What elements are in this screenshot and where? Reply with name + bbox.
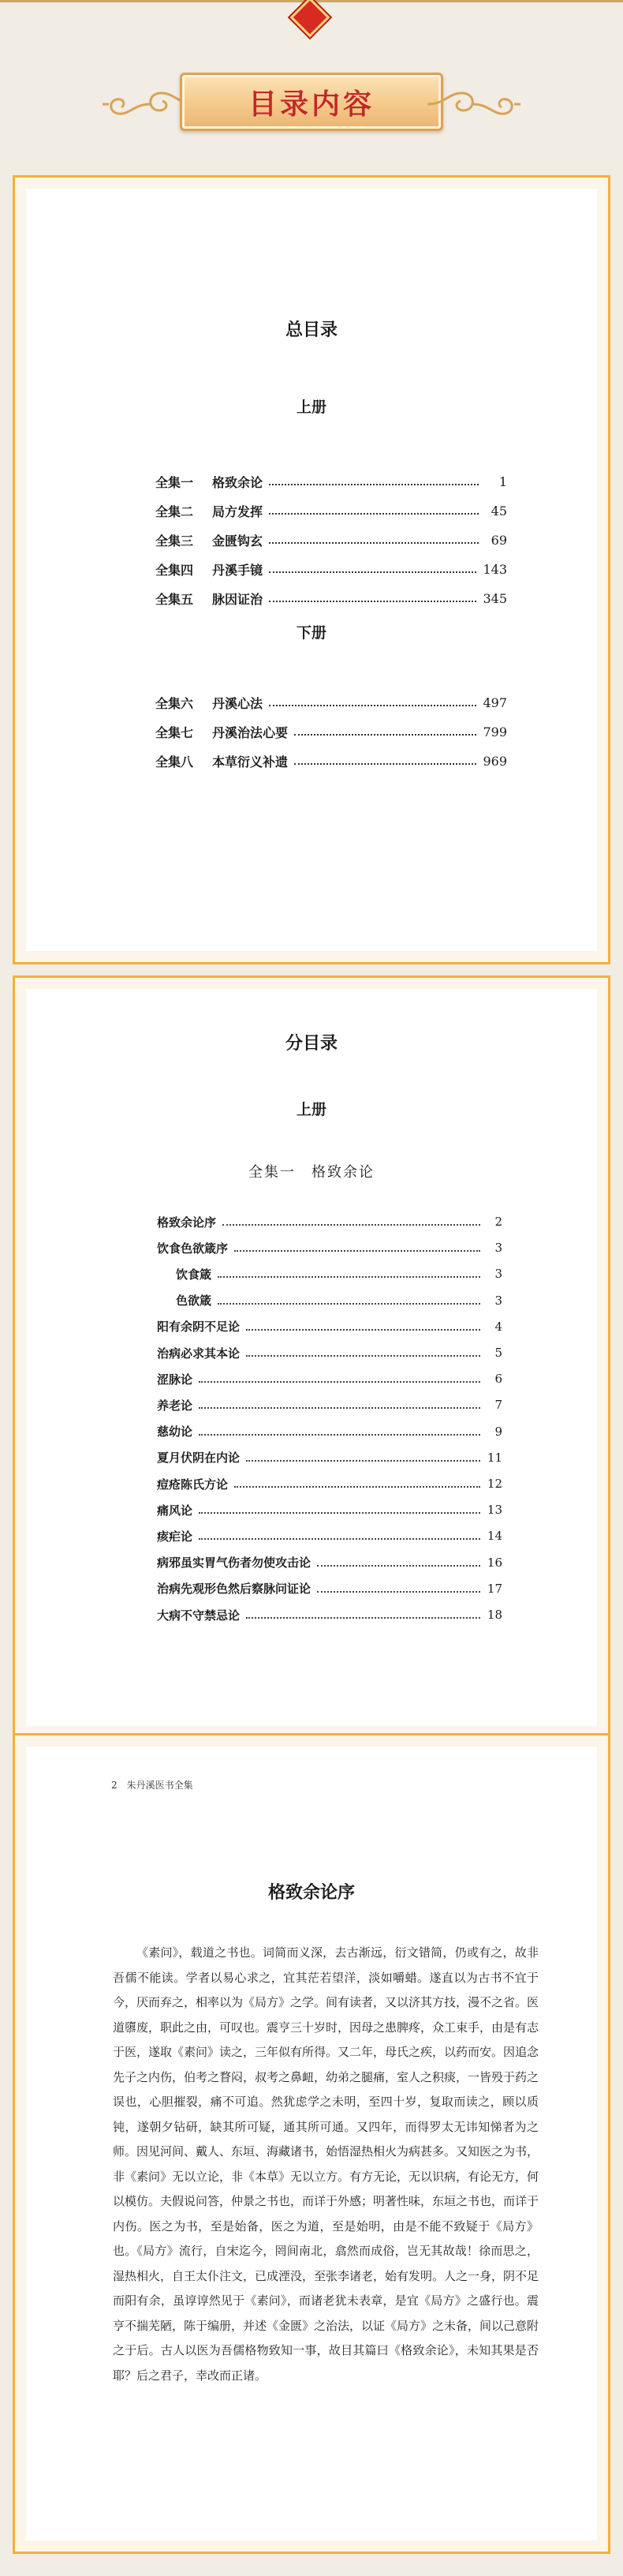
- dot-leader: [246, 1617, 480, 1619]
- toc-row-number: 全集四: [155, 562, 194, 578]
- toc-row-number: 全集七: [155, 724, 194, 740]
- toc-row-title: 局方发挥: [212, 504, 263, 519]
- article-page: [26, 1747, 597, 2540]
- sub-toc-row-page: 4: [494, 1319, 502, 1334]
- sub-toc-page: [26, 989, 597, 1726]
- sub-toc-row[interactable]: [157, 1367, 502, 1391]
- sub-toc-row-title: 治病必求其本论: [157, 1346, 241, 1361]
- sub-toc-row-title: 色欲箴: [176, 1294, 212, 1309]
- sub-toc-row-page: 17: [487, 1581, 502, 1596]
- toc-row-title: 脉因证治: [212, 591, 263, 607]
- dot-leader: [246, 1355, 480, 1357]
- article-body: 《素问》，载道之书也。词简而义深，去古渐远，衍文错简，仍或有之，故非吾儒不能读。学者以易心求之，宜其茫若望洋，淡如嚼蜡。遂直以为古书不宜于今，厌而弃之，相率以为《局方》之学。间有读者，又以济其方技，漫不之省。医道隳废，职此之由，可叹也。震亨三十岁时，因母之患脾疼，众工束手，由是有志于医，遂取《素问》读之，三年似有所得。又二年，母氏之疾，以药而安。因追念先子之内伤，伯考之瞀闷，叔考之鼻衄，幼弟之腿痛，室人之积痰，一皆殁于药之误也，心胆摧裂，痛不可追。然犹虑学之未明，至四十岁，复取而读之，顾以质钝，遂朝夕钻研，缺其所可疑，通其所可通。又四年，而得罗太无讳知悌者为之师。因见河间、戴人、东垣、海藏诸书，始悟湿热相火为病甚多。又知医之为书，非《素问》无以立论，非《本草》无以立方。有方无论，无以识病，有论无方，何以模仿。夫假说问答，仲景之书也，而详于外感；明著性味，东垣之书也，而详于内伤。医之为书，至是始备，医之为道，至是始明，由是不能不致疑于《局方》也。《局方》流行，自宋迄今，罔间南北，翕然而成俗，岂无其故哉！徐而思之，湿热相火，自王太仆注文，已成湮没，至张李诸老，始有发明。人之一身，阴不足而阳有余，虽谆谆然见于《素问》，而诸老犹未表章，是宜《局方》之盛行也。震亨不揣芜陋，陈于编册，并述《金匮》之治法，以证《局方》之未备，间以己意附之于后。古人以医为吾儒格物致知一事，故目其篇曰《格致余论》，未知其果是否耶？后之君子，幸改而正诸。: [113, 1945, 539, 2383]
- cloud-ornament-right-icon: [426, 80, 520, 128]
- sub-toc-volume-title: 上册: [296, 1101, 326, 1118]
- sub-toc-row[interactable]: [157, 1446, 502, 1470]
- dot-leader: [246, 1329, 480, 1331]
- sub-toc-row-title: 大病不守禁忌论: [157, 1608, 241, 1623]
- dot-leader: [218, 1303, 480, 1305]
- dot-leader: [269, 705, 476, 706]
- sub-toc-row[interactable]: [157, 1524, 502, 1548]
- sub-toc-row-page: 2: [494, 1215, 502, 1229]
- toc-row-title: 格致余论: [212, 474, 263, 490]
- toc-row[interactable]: [155, 470, 507, 493]
- dot-leader: [294, 763, 476, 765]
- article-panel: [13, 1733, 610, 2554]
- dot-leader: [269, 542, 479, 544]
- sub-toc-row-page: 12: [487, 1477, 502, 1491]
- sub-toc-row[interactable]: [157, 1341, 502, 1365]
- sub-toc-row-page: 3: [494, 1241, 502, 1256]
- dot-leader: [317, 1565, 480, 1567]
- sub-toc-row[interactable]: [157, 1210, 502, 1234]
- sub-toc-row-title: 饮食色欲箴序: [157, 1241, 229, 1256]
- sub-toc-row-title: 病邪虽实胃气伤者勿使攻击论: [157, 1556, 312, 1571]
- sub-toc-row-page: 6: [494, 1372, 502, 1387]
- dot-leader: [199, 1434, 480, 1436]
- toc-row[interactable]: [155, 586, 507, 610]
- page-header: 2 朱丹溪医书全集: [111, 1780, 193, 1791]
- toc-row-page: 143: [483, 561, 507, 577]
- sub-toc-row[interactable]: [157, 1577, 502, 1601]
- sub-toc-row[interactable]: [157, 1393, 502, 1417]
- sub-toc-row-page: 16: [487, 1555, 502, 1570]
- toc-row-number: 全集八: [155, 754, 194, 769]
- sub-toc-row-title: 饮食箴: [176, 1267, 212, 1282]
- toc-row-number: 全集一: [155, 474, 194, 490]
- sub-toc-row-page: 3: [494, 1267, 502, 1282]
- title-banner-area: [0, 63, 623, 142]
- toc-row[interactable]: [155, 720, 507, 743]
- sub-toc-row[interactable]: [157, 1262, 502, 1286]
- toc-row-title: 丹溪手镜: [212, 562, 263, 578]
- toc-row-title: 本草衍义补遗: [212, 754, 289, 769]
- dot-leader: [234, 1486, 480, 1488]
- toc-row-page: 969: [483, 753, 507, 769]
- dot-leader: [269, 484, 479, 485]
- sub-toc-row-page: 13: [487, 1503, 502, 1518]
- dot-leader: [269, 513, 479, 515]
- sub-toc-row[interactable]: [157, 1420, 502, 1443]
- dot-leader: [294, 734, 476, 736]
- volume-up-title: 上册: [296, 399, 326, 416]
- toc-row-number: 全集六: [155, 695, 194, 711]
- toc-row-number: 全集三: [155, 533, 194, 549]
- article-title: 格致余论序: [267, 1882, 355, 1903]
- sub-toc-row-page: 3: [494, 1293, 502, 1308]
- sub-toc-title: 分目录: [285, 1033, 338, 1054]
- toc-row[interactable]: [155, 749, 507, 773]
- sub-toc-row[interactable]: [157, 1551, 502, 1574]
- toc-row-title: 金匮钩玄: [212, 533, 263, 549]
- sub-toc-row-title: 治病先观形色然后察脉问证论: [157, 1582, 312, 1597]
- volume-down-title: 下册: [296, 624, 326, 642]
- dot-leader: [269, 601, 476, 602]
- sub-toc-row-page: 5: [494, 1346, 502, 1360]
- sub-toc-row-page: 9: [494, 1424, 502, 1439]
- toc-row-number: 全集五: [155, 591, 194, 607]
- sub-toc-row[interactable]: [157, 1315, 502, 1339]
- sub-toc-row[interactable]: [157, 1289, 502, 1312]
- sub-toc-row-page: 14: [487, 1529, 502, 1544]
- sub-toc-row-title: 慈幼论: [157, 1425, 193, 1440]
- sub-toc-row-page: 7: [494, 1398, 502, 1413]
- toc-row-title: 丹溪治法心要: [212, 724, 289, 740]
- banner-title: 目录内容: [248, 88, 375, 121]
- toc-row[interactable]: [155, 691, 507, 714]
- sub-toc-row[interactable]: [157, 1472, 502, 1496]
- sub-toc-panel: [13, 975, 610, 1739]
- toc-row[interactable]: [155, 557, 507, 581]
- sub-toc-row[interactable]: [157, 1236, 502, 1260]
- sub-toc-row[interactable]: [157, 1603, 502, 1627]
- toc-row-page: 1: [498, 474, 507, 489]
- general-toc-page: [26, 189, 597, 951]
- general-toc-title: 总目录: [285, 320, 338, 340]
- sub-toc-row-title: 养老论: [157, 1398, 193, 1413]
- dot-leader: [234, 1250, 480, 1252]
- sub-toc-row[interactable]: [157, 1498, 502, 1522]
- toc-row-title: 丹溪心法: [212, 695, 263, 711]
- dot-leader: [246, 1460, 480, 1462]
- dot-leader: [269, 571, 476, 573]
- dot-leader: [222, 1224, 480, 1226]
- sub-toc-row-page: 18: [487, 1608, 502, 1622]
- toc-row-page: 497: [483, 695, 507, 710]
- sub-toc-row-title: 痎疟论: [157, 1529, 193, 1544]
- toc-row-page: 799: [483, 724, 507, 739]
- dot-leader: [199, 1381, 480, 1383]
- sub-toc-row-title: 格致余论序: [157, 1215, 217, 1230]
- sub-toc-row-title: 阳有余阴不足论: [157, 1320, 241, 1335]
- toc-row-page: 69: [491, 532, 507, 548]
- toc-row-page: 345: [483, 590, 507, 606]
- toc-row-number: 全集二: [155, 504, 194, 519]
- sub-toc-row-title: 涩脉论: [157, 1372, 193, 1387]
- dot-leader: [199, 1538, 480, 1540]
- red-diamond-ornament: [290, 0, 330, 37]
- sub-toc-row-title: 夏月伏阴在内论: [157, 1451, 241, 1466]
- dot-leader: [199, 1407, 480, 1409]
- set-title: 全集一 格致余论: [248, 1164, 375, 1181]
- dot-leader: [199, 1512, 480, 1514]
- toc-row-page: 45: [491, 503, 507, 519]
- toc-row[interactable]: [155, 499, 507, 522]
- toc-row[interactable]: [155, 528, 507, 552]
- sub-toc-row-page: 11: [487, 1450, 502, 1465]
- general-toc-panel: [13, 175, 610, 964]
- sub-toc-row-title: 痛风论: [157, 1503, 193, 1518]
- sub-toc-row-title: 痘疮陈氏方论: [157, 1477, 229, 1492]
- dot-leader: [218, 1276, 480, 1278]
- section-banner: [180, 73, 443, 131]
- dot-leader: [317, 1591, 480, 1593]
